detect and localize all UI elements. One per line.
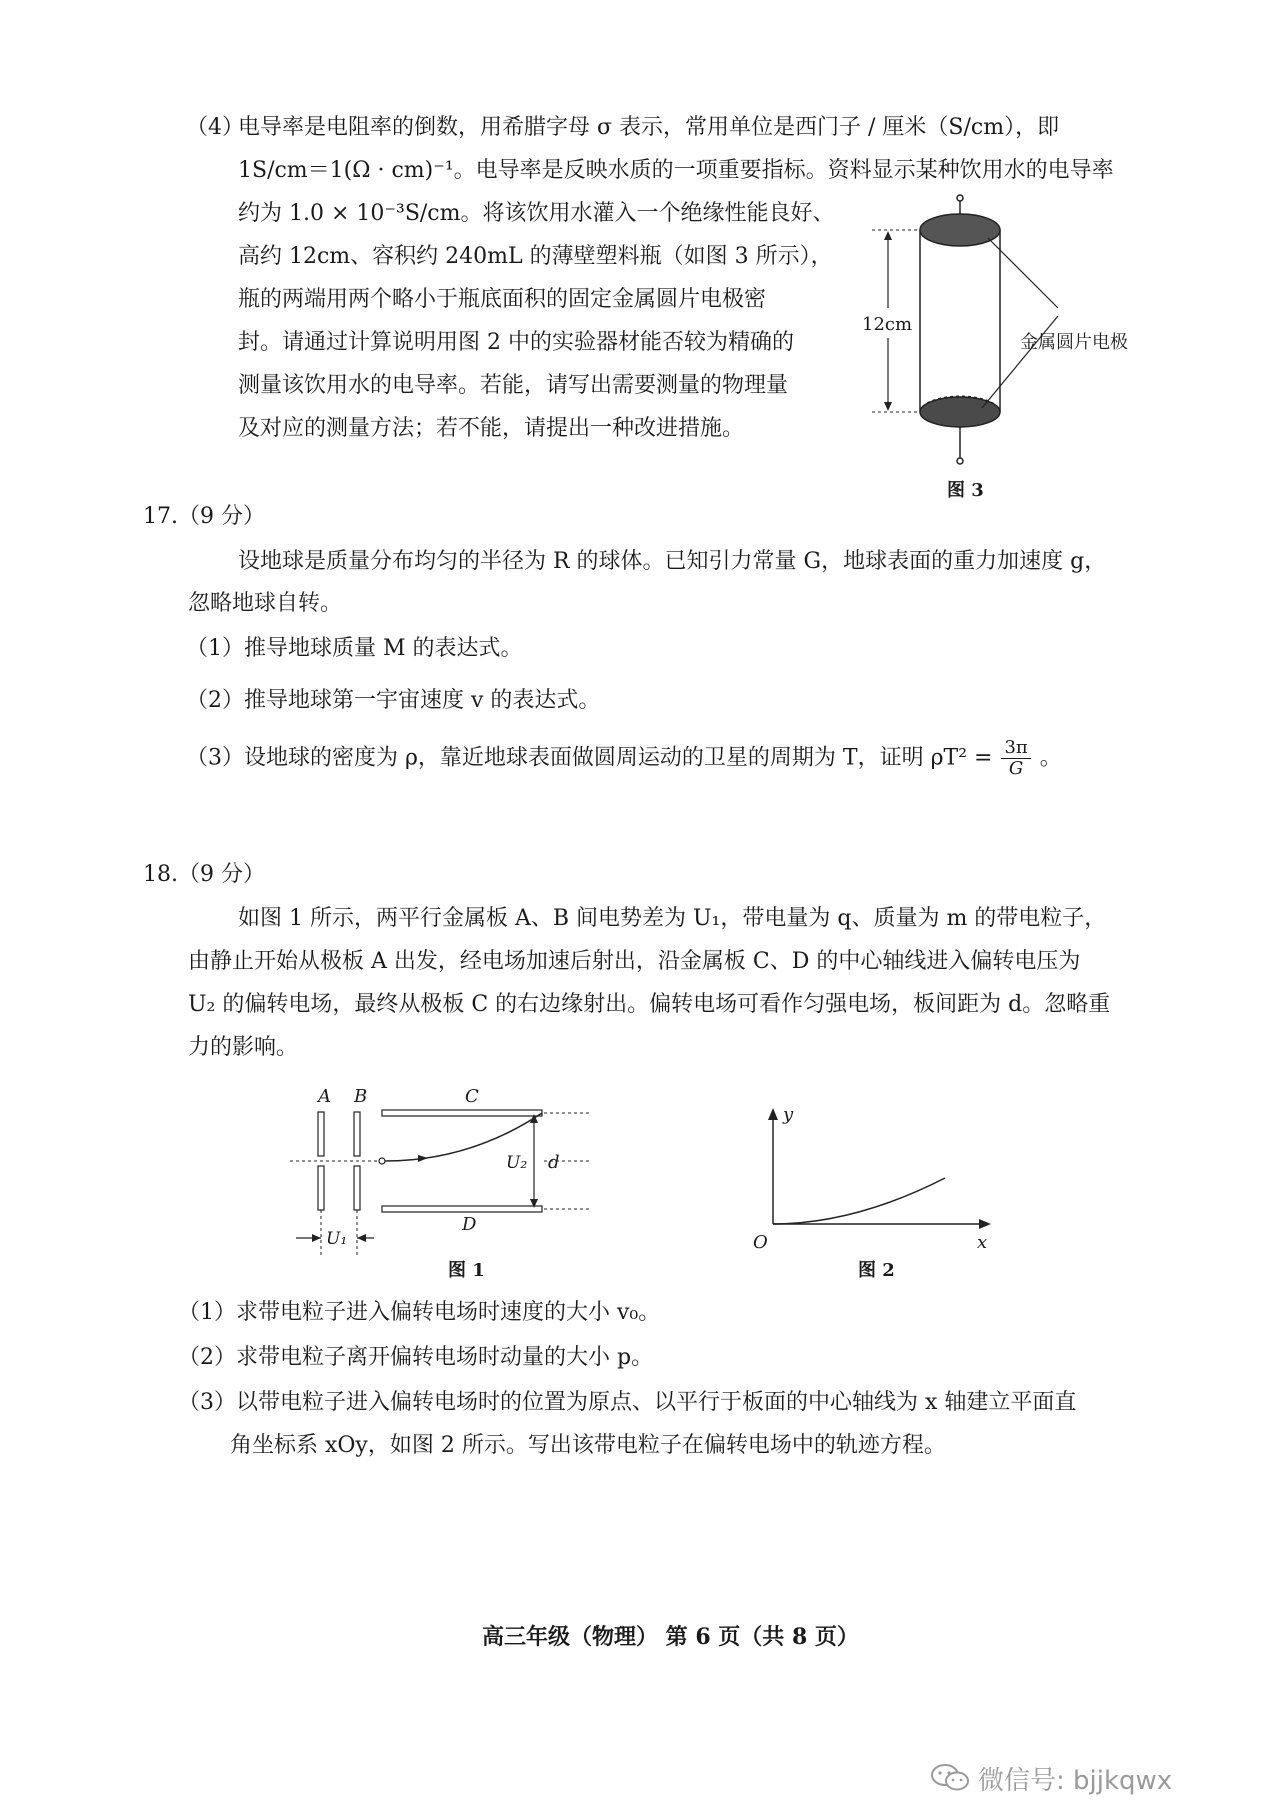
top-terminal (957, 195, 963, 201)
label-b: B (354, 1086, 368, 1107)
q18-part-2: （2）求带电粒子离开偏转电场时动量的大小 p。 (178, 1345, 654, 1370)
q16-part4-line-3: 约为 1.0 × 10⁻³S/cm。将该饮用水灌入一个绝缘性能良好、 (238, 201, 835, 226)
q17-intro-line-1: 设地球是质量分布均匀的半径为 R 的球体。已知引力常量 G，地球表面的重力加速度 g， (238, 549, 1107, 574)
trajectory-arrow (418, 1155, 428, 1162)
q16-part4-line-4: 高约 12cm、容积约 240mL 的薄壁塑料瓶（如图 3 所示）， (238, 244, 833, 269)
q17-header: 17.（9 分） (143, 504, 265, 529)
page-footer: 高三年级（物理） 第 6 页（共 8 页） (482, 1624, 859, 1650)
q18-intro-line-1: 如图 1 所示，两平行金属板 A、B 间电势差为 U₁，带电量为 q、质量为 m 的带电粒子， (238, 906, 1107, 931)
top-electrode (920, 214, 1000, 246)
dim-arrow-down (884, 402, 892, 411)
u1-arrow-left (312, 1234, 321, 1242)
q18-header: 18.（9 分） (143, 862, 265, 887)
u1-arrow-right (357, 1234, 366, 1242)
plate-b-lower (354, 1166, 360, 1210)
q16-part4-line-6: 封。请通过计算说明用图 2 中的实验器材能否较为精确的 (238, 330, 794, 355)
q18-part-3: （3）以带电粒子进入偏转电场时的位置为原点、以平行于板面的中心轴线为 x 轴建立平面直 (178, 1390, 1077, 1415)
label-d-dist: d (548, 1152, 560, 1173)
label-c: C (465, 1086, 479, 1107)
plate-b-upper (354, 1112, 360, 1156)
watermark-text: 微信号: bjjkqwx (978, 1766, 1173, 1796)
figure-2-caption: 图 2 (858, 1260, 895, 1281)
pointer-to-bottom-electrode (982, 316, 1058, 408)
q18-intro-line-3: U₂ 的偏转电场，最终从极板 C 的右边缘射出。偏转电场可看作匀强电场，板间距为 d。忽略重 (188, 992, 1111, 1017)
q17-part-3-fraction (1001, 738, 1030, 779)
q18-intro-line-2: 由静止开始从极板 A 出发，经电场加速后射出，沿金属板 C、D 的中心轴线进入偏转电压为 (188, 949, 1081, 974)
figure-1-plates (290, 1080, 660, 1260)
figure-1-caption: 图 1 (448, 1260, 485, 1281)
dim-arrow-up (884, 231, 892, 240)
pointer-to-top-electrode (988, 238, 1058, 308)
x-axis-arrow (979, 1219, 991, 1229)
q16-part4-line-2: 1S/cm＝1(Ω · cm)⁻¹。电导率是反映水质的一项重要指标。资料显示某种饮用水的电导率 (238, 158, 1114, 183)
q17-part-1: （1）推导地球质量 M 的表达式。 (186, 636, 523, 661)
bottom-terminal (957, 458, 963, 464)
q16-part4-label: （4） (186, 115, 244, 140)
plate-a-upper (318, 1112, 324, 1156)
wechat-icon (930, 1762, 970, 1794)
figure-2-axes (745, 1100, 995, 1250)
label-o: O (753, 1232, 768, 1250)
q18-intro-line-4: 力的影响。 (188, 1035, 299, 1060)
figure-3-caption: 图 3 (947, 480, 984, 501)
fraction-denominator: G (1008, 758, 1024, 779)
plate-a-lower (318, 1166, 324, 1210)
label-u1: U₁ (326, 1229, 348, 1249)
plate-d (382, 1206, 542, 1212)
q17-intro-line-2: 忽略地球自转。 (188, 591, 343, 616)
label-u2: U₂ (506, 1153, 528, 1173)
q17-part-3 (186, 738, 1062, 779)
height-label: 12cm (862, 314, 913, 335)
q17-part-2: （2）推导地球第一宇宙速度 v 的表达式。 (186, 688, 601, 713)
q17-part-3-end: 。 (1039, 745, 1062, 771)
q18-part-1: （1）求带电粒子进入偏转电场时速度的大小 v₀。 (178, 1300, 661, 1325)
entry-point (379, 1158, 385, 1164)
label-a: A (318, 1086, 331, 1107)
q16-part4-line-1: 电导率是电阻率的倒数，用希腊字母 σ 表示，常用单位是西门子 / 厘米（S/cm），即 (238, 115, 1060, 140)
fraction-numerator: 3π (1001, 738, 1030, 759)
electrode-label: 金属圆片电极 (1020, 332, 1128, 353)
q18-part-3-cont: 角坐标系 xOy，如图 2 所示。写出该带电粒子在偏转电场中的轨迹方程。 (230, 1433, 946, 1458)
q16-part4-line-5: 瓶的两端用两个略小于瓶底面积的固定金属圆片电极密 (238, 287, 767, 312)
label-y: y (783, 1104, 794, 1125)
label-d: D (462, 1214, 477, 1235)
y-axis-arrow (768, 1108, 778, 1120)
q17-part-3-text: （3）设地球的密度为 ρ，靠近地球表面做圆周运动的卫星的周期为 T，证明 ρT² = (186, 745, 993, 771)
trajectory-curve (773, 1178, 945, 1224)
figure-3-cylinder (860, 190, 1180, 500)
plate-c (382, 1110, 542, 1116)
q16-part4-line-7: 测量该饮用水的电导率。若能，请写出需要测量的物理量 (238, 373, 789, 398)
label-x: x (977, 1232, 988, 1250)
q16-part4-line-8: 及对应的测量方法；若不能，请提出一种改进措施。 (238, 416, 745, 441)
